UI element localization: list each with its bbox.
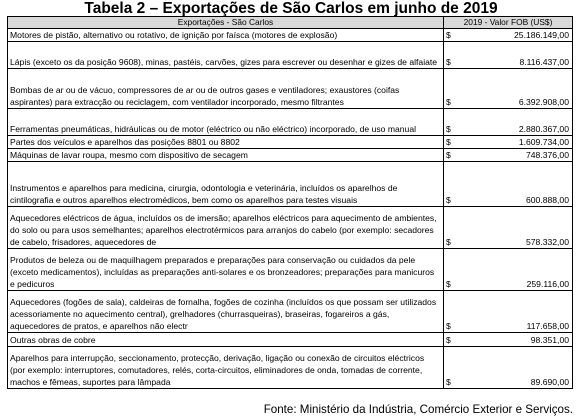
- row-currency: $: [444, 29, 464, 42]
- header-description: Exportações - São Carlos: [8, 17, 444, 29]
- row-description: Motores de pistão, alternativo ou rotativo, de ignição por faísca (motores de explosão): [8, 29, 444, 42]
- table-row: [8, 109, 573, 136]
- table-row: [8, 207, 573, 249]
- row-value: 25.186.149,00: [464, 29, 573, 42]
- table-row: [8, 162, 573, 207]
- row-description: Aparelhos para interrupção, seccionamento, protecção, derivação, ligação ou conexão de circuitos eléctricos (por exemplo: interruptores, comutadores, relés, corta-circuitos, eliminadores de onda, tomadas de corrente, machos e fêmeas, suportes para lâmpada: [8, 347, 444, 389]
- row-description: Ferramentas pneumáticas, hidráulicas ou de motor (eléctrico ou não eléctrico) incorporado, de uso manual: [8, 109, 444, 136]
- row-value: 2.880.367,00: [464, 109, 573, 136]
- table-header-row: [8, 17, 573, 29]
- table-row: [8, 347, 573, 389]
- table-row: [8, 136, 573, 149]
- exports-table: [7, 16, 573, 389]
- header-value: 2019 - Valor FOB (US$): [444, 17, 573, 29]
- row-currency: $: [444, 249, 464, 291]
- row-description: Bombas de ar ou de vácuo, compressores de ar ou de outros gases e ventiladores; exaustores (coifas aspirantes) para extracção ou reciclagem, com ventilador incorporado, mesmo filtrantes: [8, 69, 444, 109]
- row-value: 259.116,00: [464, 249, 573, 291]
- table-row: [8, 249, 573, 291]
- row-value: 1.609.734,00: [464, 136, 573, 149]
- table-title: Tabela 2 – Exportações de São Carlos em junho de 2019: [84, 0, 498, 17]
- row-value: 89.690,00: [464, 347, 573, 389]
- row-currency: $: [444, 109, 464, 136]
- row-currency: $: [444, 69, 464, 109]
- row-value: 578.332,00: [464, 207, 573, 249]
- row-currency: $: [444, 207, 464, 249]
- row-description: Aquecedores (fogões de sala), caldeiras de fornalha, fogões de cozinha (incluídos os que possam ser utilizados acessoriamente no aquecimento central), grelhadores (churrasqueiras), braseiras, fogareiros a gás, aquecedores de pratos, e aparelhos não electr: [8, 291, 444, 333]
- row-currency: $: [444, 162, 464, 207]
- row-value: 748.376,00: [464, 149, 573, 162]
- row-currency: $: [444, 333, 464, 347]
- table-row: [8, 69, 573, 109]
- table-row: [8, 291, 573, 333]
- source-note: Fonte: Ministério da Indústria, Comércio Exterior e Serviços.: [263, 403, 573, 416]
- row-description: Lápis (exceto os da posição 9608), minas, pastéis, carvões, gizes para escrever ou desenhar e gizes de alfaiate: [8, 42, 444, 69]
- row-description: Máquinas de lavar roupa, mesmo com dispositivo de secagem: [8, 149, 444, 162]
- row-description: Aquecedores eléctricos de água, incluídos os de imersão; aparelhos eléctricos para aquecimento de ambientes, do solo ou para usos semelhantes; aparelhos electrotérmicos para arranjos do cabelo (por exemplo: secadores de cabelo, frisadores, aquecedores de: [8, 207, 444, 249]
- table-row: [8, 29, 573, 42]
- row-currency: $: [444, 42, 464, 69]
- row-description: Instrumentos e aparelhos para medicina, cirurgia, odontologia e veterinária, incluídos os aparelhos de cintilografia e outros aparelhos electromédicos, bem como os aparelhos para testes visuais: [8, 162, 444, 207]
- table-row: [8, 333, 573, 347]
- row-value: 8.116.437,00: [464, 42, 573, 69]
- table-row: [8, 149, 573, 162]
- row-currency: $: [444, 136, 464, 149]
- row-value: 6.392.908,00: [464, 69, 573, 109]
- row-value: 117.658,00: [464, 291, 573, 333]
- row-currency: $: [444, 149, 464, 162]
- row-description: Produtos de beleza ou de maquilhagem preparados e preparações para conservação ou cuidados da pele (exceto medicamentos), incluídas as preparações anti-solares e os bronzeadores; preparações para manicuros e pedicuros: [8, 249, 444, 291]
- row-currency: $: [444, 347, 464, 389]
- row-value: 600.888,00: [464, 162, 573, 207]
- row-currency: $: [444, 291, 464, 333]
- row-value: 98.351,00: [464, 333, 573, 347]
- row-description: Partes dos veículos e aparelhos das posições 8801 ou 8802: [8, 136, 444, 149]
- row-description: Outras obras de cobre: [8, 333, 444, 347]
- table-row: [8, 42, 573, 69]
